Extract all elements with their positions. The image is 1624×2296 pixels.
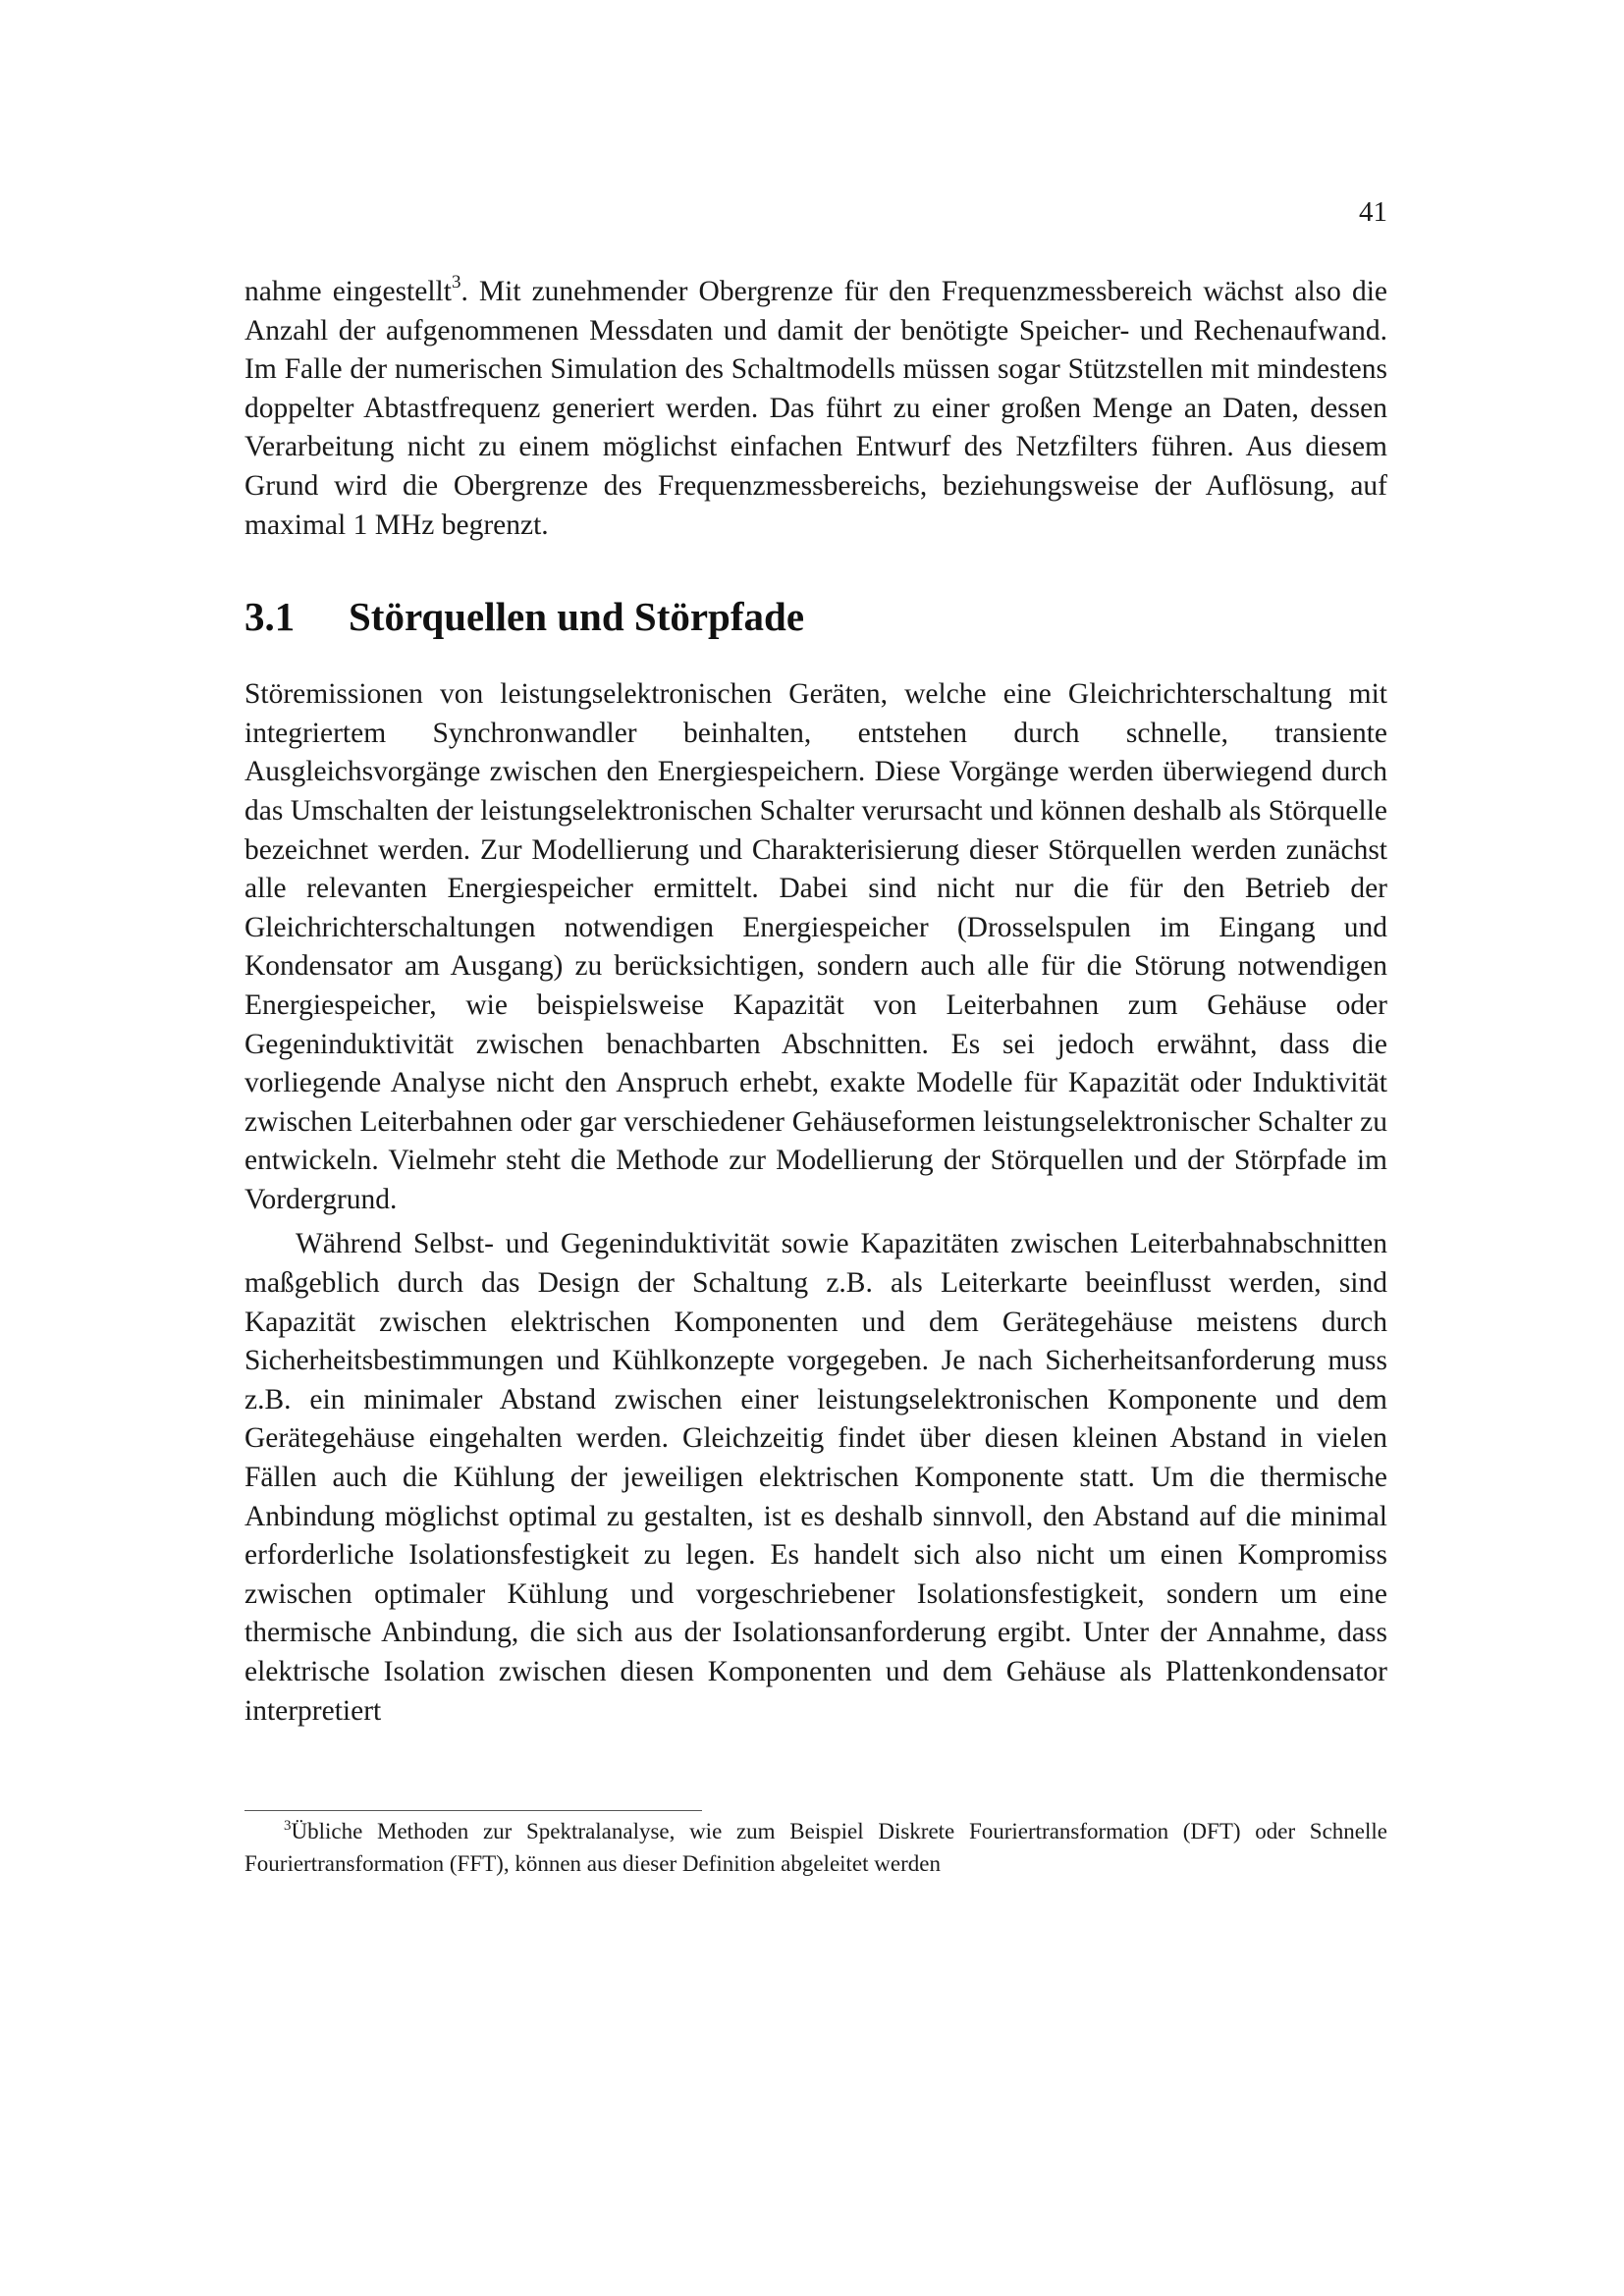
- footnote-mark: 3: [284, 1818, 292, 1835]
- section-heading: [244, 587, 1387, 646]
- paragraph: Störemissionen von leistungselektronischen Geräten, welche eine Gleichrichterschaltung mit integriertem Synchronwandler beinhalten, entstehen durch schnelle, transiente Ausgleichsvorgänge zwischen den Energiespeichern. Diese Vorgänge werden überwiegend durch das Umschalten der leistungselektronischen Schalter verursacht und können deshalb als Störquelle bezeichnet werden. Zur Modellierung und Charakterisierung dieser Störquellen werden zunächst alle relevanten Energiespeicher ermittelt. Dabei sind nicht nur die für den Betrieb der Gleichrichterschaltungen notwendigen Energiespeicher (Drosselspulen im Eingang und Kondensator am Ausgang) zu berücksichtigen, sondern auch alle für die Störung notwendigen Energiespeicher, wie beispielsweise Kapazität von Leiterbahnen zum Gehäuse oder Gegeninduktivität zwischen benachbarten Abschnitten. Es sei jedoch erwähnt, dass die vorliegende Analyse nicht den Anspruch erhebt, exakte Modelle für Kapazität oder Induktivität zwischen Leiterbahnen oder gar verschiedener Gehäuseformen leistungselektronischer Schalter zu entwickeln. Vielmehr steht die Methode zur Modellierung der Störquellen und der Störpfade im Vordergrund.: [244, 678, 1387, 1215]
- section-title: Störquellen und Störpfade: [349, 594, 805, 640]
- page-number: 41: [1359, 196, 1387, 228]
- paragraph-continued: [244, 273, 1387, 545]
- footnote-divider: [244, 1810, 702, 1811]
- paragraph: Während Selbst- und Gegeninduktivität sowie Kapazitäten zwischen Leiterbahnabschnitten maßgeblich durch das Design der Schaltung z.B. als Leiterkarte beeinflusst werden, sind Kapazität zwischen elektrischen Komponenten und dem Gerätegehäuse meistens durch Sicherheitsbestimmungen und Kühlkonzepte vorgegeben. Je nach Sicherheitsanforderung muss z.B. ein minimaler Abstand zwischen einer leistungselektronischen Komponente und dem Gerätegehäuse eingehalten werden. Gleichzeitig findet über diesen kleinen Abstand in vielen Fällen auch die Kühlung der jeweiligen elektrischen Komponente statt. Um die thermische Anbindung möglichst optimal zu gestalten, ist es deshalb sinnvoll, den Abstand auf die minimal erforderliche Isolationsfestigkeit zu legen. Es handelt sich also nicht um einen Kompromiss zwischen optimaler Kühlung und vorgeschriebener Isolationsfestigkeit, sondern um eine thermische Anbindung, die sich aus der Isolationsanforderung ergibt. Unter der Annahme, dass elektrische Isolation zwischen diesen Komponenten und dem Gehäuse als Plattenkondensator interpretiert: [244, 1228, 1387, 1727]
- paragraph-text-start: nahme eingestellt: [244, 276, 452, 307]
- section-number: 3.1: [244, 594, 296, 640]
- footnote: [244, 1815, 1387, 1880]
- footnote-reference[interactable]: 3: [451, 272, 461, 294]
- footnote-text: Übliche Methoden zur Spektralanalyse, wie zum Beispiel Diskrete Fouriertransformation (DFT) oder Schnelle Fouriertransformation (FFT), können aus dieser Definition abgeleitet werden: [244, 1819, 1387, 1876]
- body-text: [244, 273, 1387, 1731]
- paragraph-text-rest: . Mit zunehmender Obergrenze für den Frequenzmessbereich wächst also die Anzahl der aufgenommenen Messdaten und damit der benötigte Speicher- und Rechenaufwand. Im Falle der numerischen Simulation des Schaltmodells müssen sogar Stützstellen mit mindestens doppelter Abtastfrequenz generiert werden. Das führt zu einer großen Menge an Daten, dessen Verarbeitung nicht zu einem möglichst einfachen Entwurf des Netzfilters führen. Aus diesem Grund wird die Obergrenze des Frequenzmessbereichs, beziehungsweise der Auflösung, auf maximal 1 MHz begrenzt.: [244, 276, 1388, 541]
